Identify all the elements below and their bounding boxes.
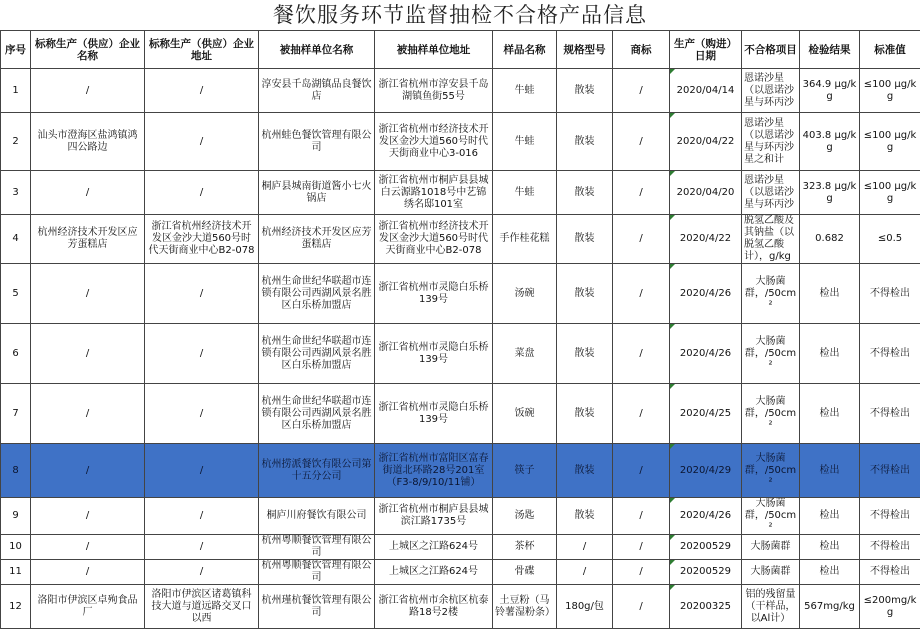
cell-producer-address: / <box>145 113 259 171</box>
cell-sampled-address: 浙江省杭州市灵隐白乐桥139号 <box>375 264 493 324</box>
cell-sample-name: 牛蛙 <box>493 69 557 113</box>
cell-sampled-address: 浙江省杭州市灵隐白乐桥139号 <box>375 324 493 384</box>
cell-production-date: 2020/04/20 <box>670 171 742 215</box>
cell-failed-item: 大肠菌群，/50cm² <box>742 324 800 384</box>
cell-sample-name: 茶杯 <box>493 535 557 560</box>
col-header-failed-item: 不合格项目 <box>742 31 800 69</box>
cell-sampled-unit: 杭州捞派餐饮有限公司第十五分公司 <box>259 444 375 498</box>
cell-sample-name: 饭碗 <box>493 384 557 444</box>
cell-test-result: 检出 <box>800 444 860 498</box>
cell-failed-item: 大肠菌群，/50cm² <box>742 264 800 324</box>
table-row[interactable] <box>1 535 920 560</box>
cell-standard-value: 不得检出 <box>860 560 920 585</box>
cell-brand: / <box>613 384 670 444</box>
cell-production-date: 2020/04/14 <box>670 69 742 113</box>
cell-brand: / <box>613 560 670 585</box>
cell-standard-value: 不得检出 <box>860 498 920 535</box>
cell-sampled-unit: 杭州生命世纪华联超市连锁有限公司西湖风景名胜区白乐桥加盟店 <box>259 324 375 384</box>
cell-producer-name: / <box>31 171 145 215</box>
cell-test-result: 检出 <box>800 535 860 560</box>
cell-failed-item: 恩诺沙星（以恩诺沙星与环丙沙 <box>742 69 800 113</box>
cell-standard-value: ≤100 μg/kg <box>860 113 920 171</box>
cell-brand: / <box>613 324 670 384</box>
cell-failed-item: 脱氢乙酸及其钠盐（以脱氢乙酸计），g/kg <box>742 215 800 264</box>
cell-production-date: 2020/4/25 <box>670 384 742 444</box>
cell-failed-item: 大肠菌群，/50cm² <box>742 384 800 444</box>
cell-producer-name: / <box>31 560 145 585</box>
col-header-producer-name: 标称生产（供应）企业名称 <box>31 31 145 69</box>
cell-standard-value: ≤0.5 <box>860 215 920 264</box>
cell-sampled-address: 浙江省杭州市淳安县千岛湖镇鱼街55号 <box>375 69 493 113</box>
col-header-sampled-address: 被抽样单位地址 <box>375 31 493 69</box>
cell-production-date: 2020/4/29 <box>670 444 742 498</box>
cell-producer-address: 浙江省杭州经济技术开发区金沙大道560号时代天街商业中心B2-078 <box>145 215 259 264</box>
table-row[interactable] <box>1 264 920 324</box>
cell-producer-name: / <box>31 444 145 498</box>
cell-standard-value: 不得检出 <box>860 535 920 560</box>
cell-test-result: 323.8 μg/kg <box>800 171 860 215</box>
cell-producer-name: / <box>31 384 145 444</box>
cell-producer-address: / <box>145 171 259 215</box>
cell-production-date: 2020/4/26 <box>670 264 742 324</box>
cell-test-result: 403.8 μg/kg <box>800 113 860 171</box>
cell-producer-address: / <box>145 560 259 585</box>
cell-test-result: 检出 <box>800 264 860 324</box>
cell-row-index: 10 <box>1 535 31 560</box>
cell-sampled-unit: 杭州经济技术开发区应芳蛋糕店 <box>259 215 375 264</box>
cell-producer-address: 洛阳市伊滨区诸葛镇科技大道与道远路交叉口以西 <box>145 585 259 629</box>
cell-failed-item: 大肠菌群，/50cm² <box>742 498 800 535</box>
cell-brand: / <box>613 69 670 113</box>
cell-sampled-unit: 杭州瑾杭餐饮管理有限公司 <box>259 585 375 629</box>
cell-row-index: 5 <box>1 264 31 324</box>
cell-sampled-unit: 桐庐川府餐饮有限公司 <box>259 498 375 535</box>
cell-spec: 散装 <box>557 264 613 324</box>
cell-brand: / <box>613 585 670 629</box>
col-header-producer-address: 标称生产（供应）企业地址 <box>145 31 259 69</box>
cell-brand: / <box>613 264 670 324</box>
results-table <box>0 30 920 629</box>
cell-standard-value: ≤100 μg/kg <box>860 69 920 113</box>
cell-spec: / <box>557 535 613 560</box>
cell-row-index: 8 <box>1 444 31 498</box>
col-header-brand: 商标 <box>613 31 670 69</box>
cell-producer-name: / <box>31 69 145 113</box>
cell-sampled-address: 浙江省杭州市经济技术开发区金沙大道560号时代天街商业中心3-016 <box>375 113 493 171</box>
cell-producer-name: 洛阳市伊滨区卓殉食品厂 <box>31 585 145 629</box>
cell-sample-name: 手作桂花糕 <box>493 215 557 264</box>
cell-sampled-address: 浙江省杭州市桐庐县县城白云源路1018号中艺锦绣名邸101室 <box>375 171 493 215</box>
cell-sampled-unit: 杭州粤顺餐饮管理有限公司 <box>259 535 375 560</box>
cell-sampled-address: 浙江省杭州市余杭区杭泰路18号2楼 <box>375 585 493 629</box>
cell-producer-address: / <box>145 69 259 113</box>
cell-sampled-unit: 桐庐县城南街道酱小七火锅店 <box>259 171 375 215</box>
cell-row-index: 9 <box>1 498 31 535</box>
cell-test-result: 364.9 μg/kg <box>800 69 860 113</box>
cell-row-index: 1 <box>1 69 31 113</box>
cell-production-date: 20200529 <box>670 535 742 560</box>
cell-failed-item: 恩诺沙星（以恩诺沙星与环丙沙 <box>742 171 800 215</box>
cell-sample-name: 筷子 <box>493 444 557 498</box>
col-header-sampled-unit: 被抽样单位名称 <box>259 31 375 69</box>
col-header-sample-name: 样品名称 <box>493 31 557 69</box>
cell-standard-value: 不得检出 <box>860 384 920 444</box>
cell-production-date: 20200529 <box>670 560 742 585</box>
table-row[interactable] <box>1 585 920 629</box>
cell-row-index: 12 <box>1 585 31 629</box>
table-row[interactable] <box>1 444 920 498</box>
cell-test-result: 检出 <box>800 498 860 535</box>
col-header-standard: 标准值 <box>860 31 920 69</box>
cell-sampled-address: 浙江省杭州市桐庐县县城滨江路1735号 <box>375 498 493 535</box>
cell-sampled-unit: 杭州粤顺餐饮管理有限公司 <box>259 560 375 585</box>
cell-sample-name: 汤匙 <box>493 498 557 535</box>
cell-spec: 180g/包 <box>557 585 613 629</box>
cell-spec: 散装 <box>557 215 613 264</box>
cell-spec: 散装 <box>557 444 613 498</box>
cell-production-date: 2020/4/26 <box>670 498 742 535</box>
cell-standard-value: 不得检出 <box>860 264 920 324</box>
cell-test-result: 0.682 <box>800 215 860 264</box>
cell-standard-value: 不得检出 <box>860 444 920 498</box>
cell-failed-item: 大肠菌群 <box>742 560 800 585</box>
cell-brand: / <box>613 113 670 171</box>
col-header-index: 序号 <box>1 31 31 69</box>
cell-sampled-address: 上城区之江路624号 <box>375 535 493 560</box>
cell-failed-item: 铝的残留量（干样品，以Al计） <box>742 585 800 629</box>
col-header-spec: 规格型号 <box>557 31 613 69</box>
cell-producer-address: / <box>145 384 259 444</box>
cell-test-result: 567mg/kg <box>800 585 860 629</box>
cell-brand: / <box>613 535 670 560</box>
table-row[interactable] <box>1 69 920 113</box>
cell-production-date: 2020/4/22 <box>670 215 742 264</box>
cell-sampled-unit: 杭州生命世纪华联超市连锁有限公司西湖风景名胜区白乐桥加盟店 <box>259 264 375 324</box>
cell-producer-name: / <box>31 498 145 535</box>
table-row[interactable] <box>1 171 920 215</box>
cell-failed-item: 大肠菌群 <box>742 535 800 560</box>
cell-row-index: 4 <box>1 215 31 264</box>
cell-sample-name: 土豆粉（马铃薯湿粉条） <box>493 585 557 629</box>
cell-row-index: 3 <box>1 171 31 215</box>
cell-standard-value: ≤100 μg/kg <box>860 171 920 215</box>
cell-producer-name: / <box>31 535 145 560</box>
cell-spec: 散装 <box>557 171 613 215</box>
cell-standard-value: 不得检出 <box>860 324 920 384</box>
cell-sampled-unit: 杭州生命世纪华联超市连锁有限公司西湖风景名胜区白乐桥加盟店 <box>259 384 375 444</box>
cell-brand: / <box>613 498 670 535</box>
cell-production-date: 2020/4/26 <box>670 324 742 384</box>
cell-producer-name: / <box>31 264 145 324</box>
col-header-result: 检验结果 <box>800 31 860 69</box>
cell-failed-item: 恩诺沙星（以恩诺沙星与环丙沙星之和计 <box>742 113 800 171</box>
cell-spec: / <box>557 560 613 585</box>
cell-sampled-address: 上城区之江路624号 <box>375 560 493 585</box>
col-header-date: 生产（购进）日期 <box>670 31 742 69</box>
page-title: 餐饮服务环节监督抽检不合格产品信息 <box>0 0 920 30</box>
cell-sample-name: 菜盘 <box>493 324 557 384</box>
cell-producer-name: 杭州经济技术开发区应芳蛋糕店 <box>31 215 145 264</box>
cell-sampled-unit: 淳安县千岛湖镇品良餐饮店 <box>259 69 375 113</box>
cell-producer-address: / <box>145 264 259 324</box>
cell-producer-address: / <box>145 535 259 560</box>
cell-production-date: 20200325 <box>670 585 742 629</box>
cell-producer-address: / <box>145 444 259 498</box>
cell-brand: / <box>613 215 670 264</box>
cell-producer-address: / <box>145 324 259 384</box>
cell-producer-address: / <box>145 498 259 535</box>
cell-sampled-unit: 杭州蛙色餐饮管理有限公司 <box>259 113 375 171</box>
table-row[interactable] <box>1 384 920 444</box>
cell-standard-value: ≤200mg/kg <box>860 585 920 629</box>
table-row[interactable] <box>1 215 920 264</box>
cell-row-index: 2 <box>1 113 31 171</box>
cell-spec: 散装 <box>557 324 613 384</box>
cell-brand: / <box>613 444 670 498</box>
cell-row-index: 7 <box>1 384 31 444</box>
table-row[interactable] <box>1 113 920 171</box>
cell-spec: 散装 <box>557 69 613 113</box>
cell-sampled-address: 浙江省杭州市富阳区富春街道北环路28号201室（F3-8/9/10/11铺） <box>375 444 493 498</box>
cell-test-result: 检出 <box>800 324 860 384</box>
cell-sampled-address: 浙江省杭州市灵隐白乐桥139号 <box>375 384 493 444</box>
cell-sample-name: 骨碟 <box>493 560 557 585</box>
cell-spec: 散装 <box>557 384 613 444</box>
cell-production-date: 2020/04/22 <box>670 113 742 171</box>
cell-producer-name: 汕头市澄海区盐鸿镇鸿四公路边 <box>31 113 145 171</box>
cell-row-index: 11 <box>1 560 31 585</box>
cell-test-result: 检出 <box>800 560 860 585</box>
table-row[interactable] <box>1 498 920 535</box>
cell-sampled-address: 浙江省杭州市经济技术开发区金沙大道560号时代天街商业中心B2-078 <box>375 215 493 264</box>
cell-test-result: 检出 <box>800 384 860 444</box>
cell-spec: 散装 <box>557 113 613 171</box>
cell-row-index: 6 <box>1 324 31 384</box>
cell-failed-item: 大肠菌群，/50cm² <box>742 444 800 498</box>
table-row[interactable] <box>1 324 920 384</box>
cell-brand: / <box>613 171 670 215</box>
header-row <box>1 31 920 69</box>
cell-sample-name: 牛蛙 <box>493 171 557 215</box>
table-row[interactable] <box>1 560 920 585</box>
cell-producer-name: / <box>31 324 145 384</box>
cell-sample-name: 汤碗 <box>493 264 557 324</box>
cell-spec: 散装 <box>557 498 613 535</box>
cell-sample-name: 牛蛙 <box>493 113 557 171</box>
